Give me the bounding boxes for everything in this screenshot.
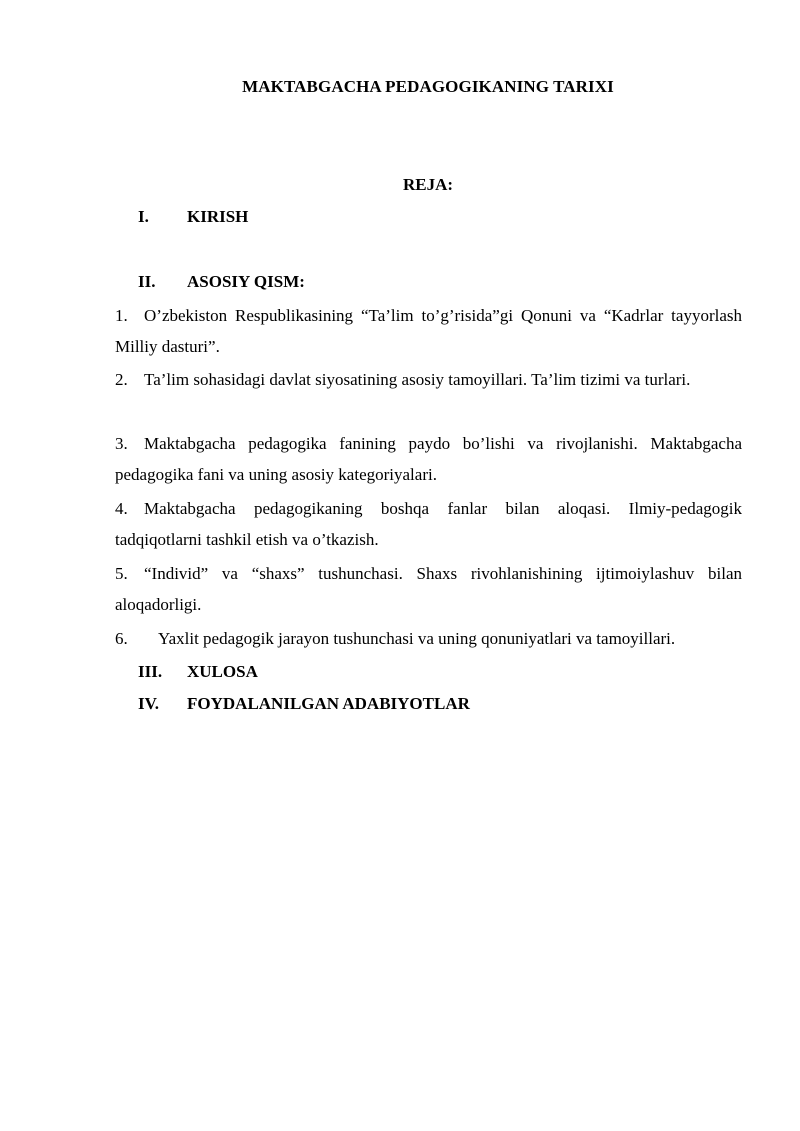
item-number: 3. <box>115 434 128 453</box>
plan-item-6 <box>115 623 742 654</box>
section-label: KIRISH <box>187 207 249 226</box>
section-main <box>138 272 305 292</box>
section-number: I. <box>138 207 149 226</box>
item-number: 5. <box>115 564 128 583</box>
plan-item-1 <box>115 300 742 362</box>
item-number: 4. <box>115 499 128 518</box>
item-text: Yaxlit pedagogik jarayon tushunchasi va uning qonuniyatlari va tamoyillari. <box>158 629 676 648</box>
item-text: Ta’lim sohasidagi davlat siyosatining asosiy tamoyillari. Ta’lim tizimi va turlari. <box>144 370 691 389</box>
section-label: FOYDALANILGAN ADABIYOTLAR <box>187 694 470 713</box>
plan-item-4 <box>115 493 742 555</box>
item-text: “Individ” va “shaxs” tushunchasi. Shaxs rivohlanishining ijtimoiylashuv bilan aloqadorligi. <box>115 564 742 614</box>
item-text: Maktabgacha pedagogikaning boshqa fanlar bilan aloqasi. Ilmiy-pedagogik tadqiqotlarni tashkil etish va o’tkazish. <box>115 499 742 549</box>
section-conclusion <box>138 662 258 682</box>
section-number: IV. <box>138 694 159 713</box>
plan-item-5 <box>115 558 742 620</box>
plan-heading: REJA: <box>402 175 454 194</box>
item-text: O’zbekiston Respublikasining “Ta’lim to’g’risida”gi Qonuni va “Kadrlar tayyorlash Milliy dasturi”. <box>115 306 742 356</box>
section-references <box>138 694 470 714</box>
section-number: III. <box>138 662 163 681</box>
plan-item-3 <box>115 428 742 490</box>
section-intro <box>138 207 248 227</box>
item-number: 2. <box>115 370 128 389</box>
section-number: II. <box>138 272 156 291</box>
item-text: Maktabgacha pedagogika fanining paydo bo’lishi va rivojlanishi. Maktabgacha pedagogika fani va uning asosiy kategoriyalari. <box>115 434 742 484</box>
plan-item-2 <box>115 364 742 395</box>
section-label: ASOSIY QISM: <box>187 272 305 291</box>
item-number: 1. <box>115 306 128 325</box>
item-number: 6. <box>115 629 128 648</box>
document-title: MAKTABGACHA PEDAGOGIKANING TARIXI <box>242 77 614 96</box>
section-label: XULOSA <box>187 662 258 681</box>
